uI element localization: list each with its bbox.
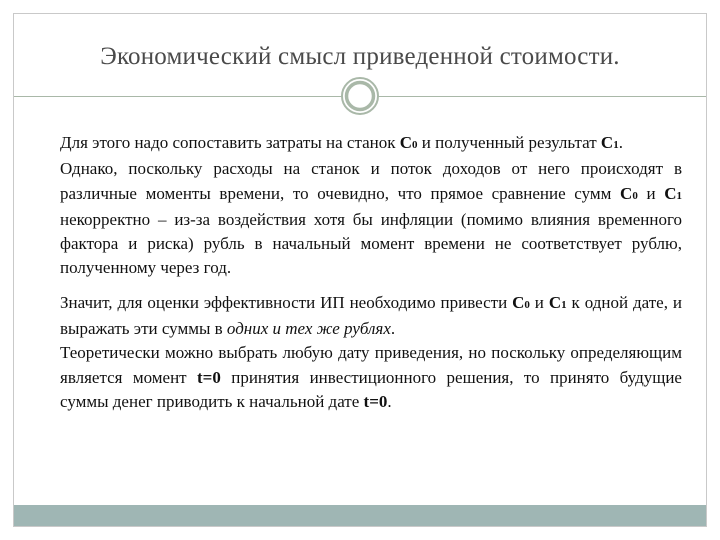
slide-body — [60, 131, 682, 414]
p1-text-1: Для этого надо сопоставить затраты на станок — [60, 133, 400, 152]
p4-text-2: принятия инвестиционного решения, то принято будущие суммы денег приводить к начальной дате — [60, 367, 682, 411]
paragraph-1 — [60, 131, 682, 157]
symbol-c0: C0 — [399, 133, 418, 152]
p2-text-1: Однако, поскольку расходы на станок и поток доходов от него происходят в различные моменты времени, то очевидно, что прямое сравнение сумм — [60, 159, 682, 203]
circle-ornament-icon — [341, 77, 379, 115]
p2-text-2: некорректно – из-за воздействия хотя бы инфляции (помимо влияния временного фактора и риска) рубль в начальный момент времени не соответствует рублю, полученному через год. — [60, 209, 682, 278]
p2-and: и — [637, 183, 665, 203]
p3-text-1: Значит, для оценки эффективности ИП необходимо привести — [60, 292, 513, 312]
p3-and: и — [529, 292, 549, 312]
symbol-c1: C1 — [600, 133, 619, 152]
p3-text-3: . — [390, 319, 396, 339]
paragraph-3 — [60, 291, 682, 342]
p4-text-1: Теоретически можно выбрать любую дату приведения, но поскольку определяющим является момент — [60, 343, 682, 387]
paragraph-4 — [60, 341, 682, 414]
symbol-t0: t=0 — [363, 391, 388, 411]
paragraph-2 — [60, 157, 682, 280]
symbol-c1: C1 — [548, 292, 567, 312]
p1-text-2: и полученный результат — [417, 133, 601, 152]
p3-italic-phrase: одних и тех же рублях — [226, 319, 391, 339]
symbol-t0: t=0 — [197, 367, 221, 387]
symbol-c0: C0 — [512, 292, 530, 312]
footer-bar — [14, 505, 706, 526]
p1-text-3: . — [618, 133, 623, 152]
p4-text-3: . — [387, 391, 392, 411]
symbol-c0: C0 — [620, 183, 638, 203]
symbol-c1: C1 — [664, 183, 682, 203]
p3-text-2: к одной дате, и выражать эти суммы в — [60, 292, 682, 339]
slide-title: Экономический смысл приведенной стоимости. — [100, 43, 620, 70]
